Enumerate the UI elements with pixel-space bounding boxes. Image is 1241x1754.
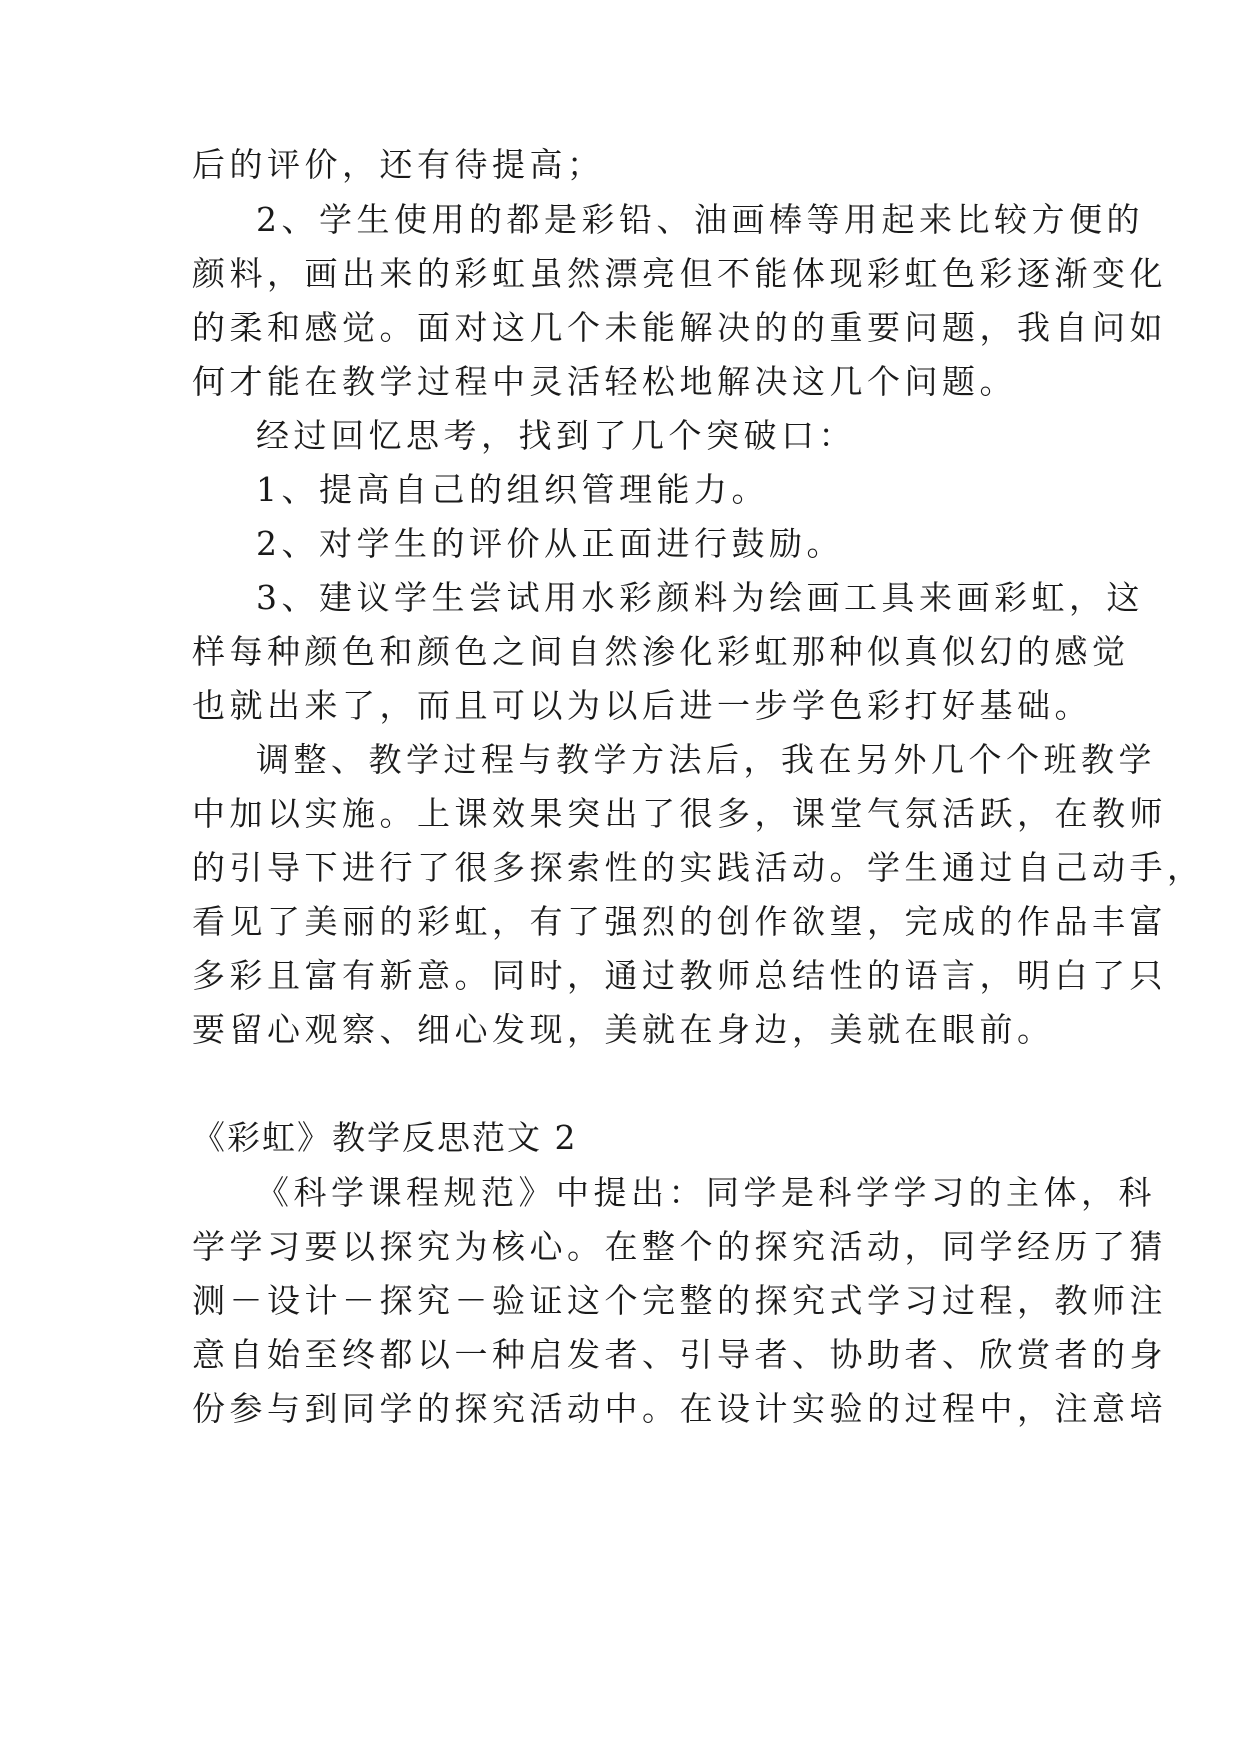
paragraph-line: 意自始至终都以一种启发者、引导者、协助者、欣赏者的身	[192, 1335, 1167, 1374]
paragraph-line: 学学习要以探究为核心。在整个的探究活动，同学经历了猜	[192, 1227, 1167, 1266]
paragraph-line: 份参与到同学的探究活动中。在设计实验的过程中，注意培	[192, 1389, 1167, 1428]
paragraph-line: 也就出来了，而且可以为以后进一步学色彩打好基础。	[192, 686, 1092, 725]
paragraph-line: 后的评价，还有待提高；	[192, 145, 605, 184]
paragraph-line: 2、学生使用的都是彩铅、油画棒等用起来比较方便的	[256, 200, 1144, 239]
paragraph-line: 样每种颜色和颜色之间自然渗化彩虹那种似真似幻的感觉	[192, 632, 1130, 671]
paragraph-line: 调整、教学过程与教学方法后，我在另外几个个班教学	[256, 740, 1156, 779]
paragraph-line: 看见了美丽的彩虹，有了强烈的创作欲望，完成的作品丰富	[192, 902, 1167, 941]
paragraph-line: 何才能在教学过程中灵活轻松地解决这几个问题。	[192, 362, 1017, 401]
paragraph-line: 2、对学生的评价从正面进行鼓励。	[256, 524, 844, 563]
paragraph-line: 《科学课程规范》中提出：同学是科学学习的主体，科	[256, 1173, 1156, 1212]
paragraph-line: 测－设计－探究－验证这个完整的探究式学习过程，教师注	[192, 1281, 1167, 1320]
section-heading: 《彩虹》教学反思范文 2	[192, 1118, 578, 1157]
paragraph-line: 颜料，画出来的彩虹虽然漂亮但不能体现彩虹色彩逐渐变化	[192, 254, 1167, 293]
paragraph-line: 的柔和感觉。面对这几个未能解决的的重要问题，我自问如	[192, 308, 1167, 347]
paragraph-line: 中加以实施。上课效果突出了很多，课堂气氛活跃，在教师	[192, 794, 1167, 833]
paragraph-line: 的引导下进行了很多探索性的实践活动。学生通过自己动手，	[192, 848, 1205, 887]
paragraph-line: 3、建议学生尝试用水彩颜料为绘画工具来画彩虹，这	[256, 578, 1144, 617]
paragraph-line: 经过回忆思考，找到了几个突破口：	[256, 416, 856, 455]
paragraph-line: 多彩且富有新意。同时，通过教师总结性的语言，明白了只	[192, 956, 1167, 995]
paragraph-line: 1、提高自己的组织管理能力。	[256, 470, 769, 509]
paragraph-line: 要留心观察、细心发现，美就在身边，美就在眼前。	[192, 1010, 1055, 1049]
